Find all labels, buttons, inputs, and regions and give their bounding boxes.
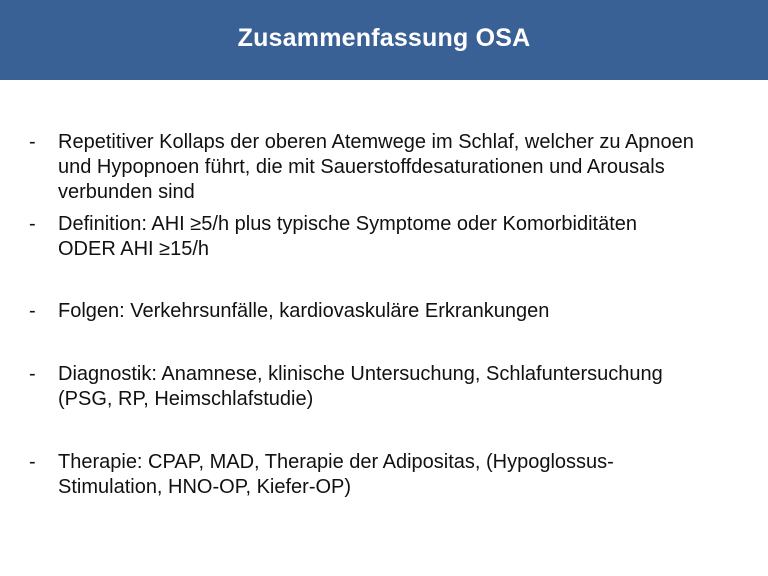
bullet-line: verbunden sind bbox=[58, 181, 195, 203]
bullet-line: Definition: AHI ≥5/h plus typische Symptome oder Komorbiditäten bbox=[58, 213, 638, 235]
bullet-line: ODER AHI ≥15/h bbox=[58, 238, 210, 260]
bullet-marker: - bbox=[29, 363, 36, 385]
bullet-line: (PSG, RP, Heimschlafstudie) bbox=[58, 388, 314, 410]
bullet-text bbox=[58, 450, 758, 500]
bullet-line: Repetitiver Kollaps der oberen Atemwege im Schlaf, welcher zu Apnoen bbox=[58, 131, 694, 153]
bullet-text bbox=[58, 130, 758, 205]
bullet-text bbox=[58, 299, 758, 324]
bullet-line: Therapie: CPAP, MAD, Therapie der Adipositas, (Hypoglossus- bbox=[58, 451, 614, 473]
bullet-line: Folgen: Verkehrsunfälle, kardiovaskuläre Erkrankungen bbox=[58, 300, 550, 322]
bullet-text bbox=[58, 362, 758, 412]
slide-title: Zusammenfassung OSA bbox=[237, 23, 531, 52]
bullet-marker: - bbox=[29, 451, 36, 473]
bullet-marker: - bbox=[29, 300, 36, 322]
bullet-line: Diagnostik: Anamnese, klinische Untersuchung, Schlafuntersuchung bbox=[58, 363, 663, 385]
bullet-line: und Hypopnoen führt, die mit Sauerstoffdesaturationen und Arousals bbox=[58, 156, 665, 178]
bullet-line: Stimulation, HNO-OP, Kiefer-OP) bbox=[58, 476, 352, 498]
bullet-text bbox=[58, 212, 758, 262]
bullet-marker: - bbox=[29, 213, 36, 235]
bullet-marker: - bbox=[29, 131, 36, 153]
